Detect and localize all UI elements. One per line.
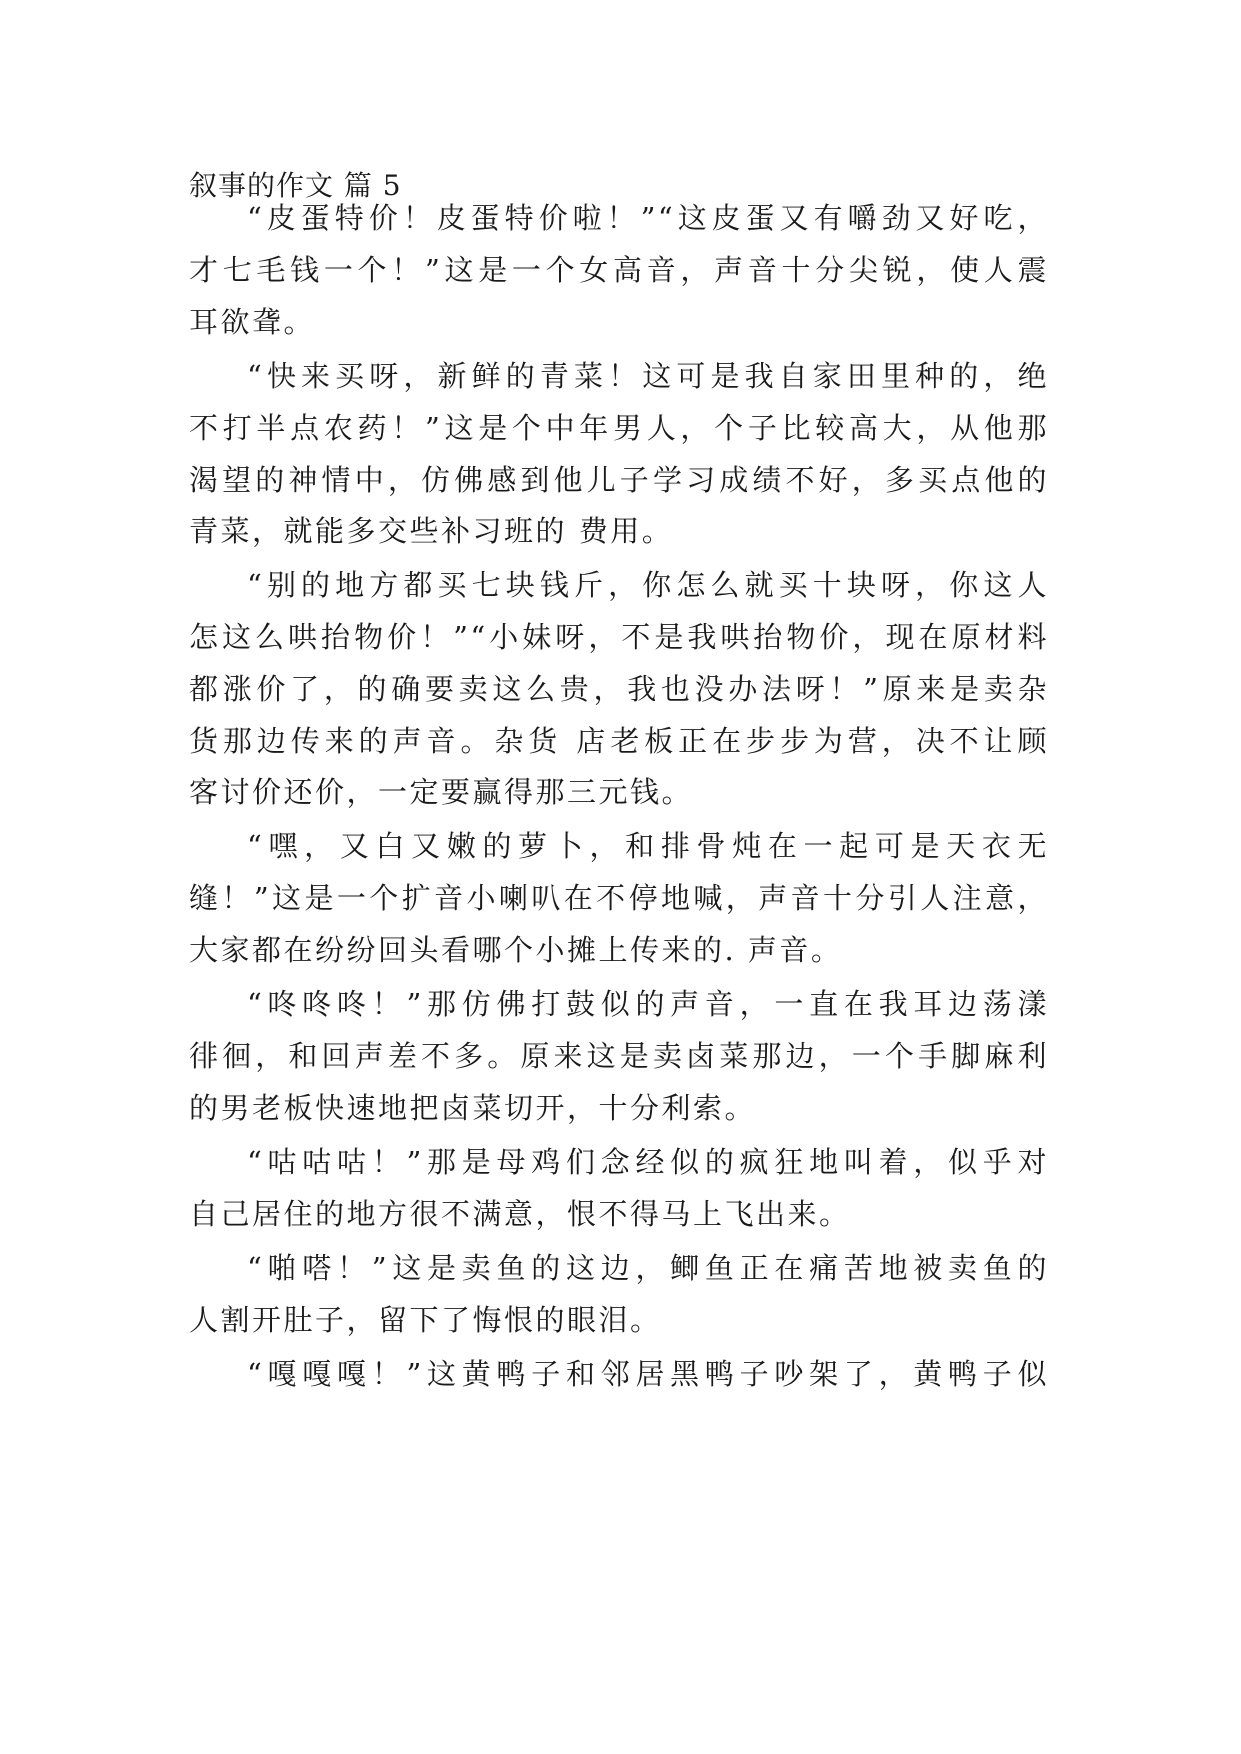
- paragraph-4-line-2: 缝！”这是一个扩音小喇叭在不停地喊，声音十分引人注意，: [189, 881, 1049, 915]
- paragraph-4-line-1: “嘿，又白又嫩的萝卜，和排骨炖在一起可是天衣无: [247, 829, 1049, 863]
- paragraph-1-line-3: 耳欲聋。: [189, 305, 316, 339]
- paragraph-2-line-3: 渴望的神情中，仿佛感到他儿子学习成绩不好，多买点他的: [189, 463, 1049, 497]
- paragraph-5-line-3: 的男老板快速地把卤菜切开，十分利索。: [189, 1091, 757, 1125]
- paragraph-2-line-1: “快来买呀，新鲜的青菜！这可是我自家田里种的，绝: [247, 359, 1049, 393]
- paragraph-3-line-2: 怎这么哄抬物价！”“小妹呀，不是我哄抬物价，现在原材料: [189, 620, 1049, 654]
- paragraph-7-line-1: “啪嗒！”这是卖鱼的这边，鲫鱼正在痛苦地被卖鱼的: [247, 1251, 1049, 1285]
- paragraph-1-line-1: “皮蛋特价！皮蛋特价啦！”“这皮蛋又有嚼劲又好吃，: [247, 201, 1049, 235]
- paragraph-5-line-1: “咚咚咚！”那仿佛打鼓似的声音，一直在我耳边荡漾: [247, 987, 1049, 1021]
- paragraph-2-line-4: 青菜，就能多交些补习班的 费用。: [189, 514, 674, 548]
- paragraph-1-line-2: 才七毛钱一个！”这是一个女高音，声音十分尖锐，使人震: [189, 253, 1049, 287]
- page-title: 叙事的作文 篇 5: [189, 169, 402, 202]
- paragraph-7-line-2: 人割开肚子，留下了悔恨的眼泪。: [189, 1303, 662, 1337]
- paragraph-8-line-1: “嘎嘎嘎！”这黄鸭子和邻居黑鸭子吵架了，黄鸭子似: [247, 1357, 1049, 1391]
- paragraph-3-line-4: 货那边传来的声音。杂货 店老板正在步步为营，决不让顾: [189, 724, 1049, 758]
- paragraph-4-line-3: 大家都在纷纷回头看哪个小摊上传来的. 声音。: [189, 933, 843, 967]
- paragraph-3-line-5: 客讨价还价，一定要赢得那三元钱。: [189, 775, 694, 809]
- paragraph-2-line-2: 不打半点农药！”这是个中年男人，个子比较高大，从他那: [189, 411, 1049, 445]
- paragraph-6-line-1: “咕咕咕！”那是母鸡们念经似的疯狂地叫着，似乎对: [247, 1145, 1049, 1179]
- paragraph-3-line-1: “别的地方都买七块钱斤，你怎么就买十块呀，你这人: [247, 568, 1049, 602]
- paragraph-6-line-2: 自己居住的地方很不满意，恨不得马上飞出来。: [189, 1197, 851, 1231]
- paragraph-5-line-2: 徘徊，和回声差不多。原来这是卖卤菜那边，一个手脚麻利: [189, 1039, 1049, 1073]
- paragraph-3-line-3: 都涨价了，的确要卖这么贵，我也没办法呀！”原来是卖杂: [189, 672, 1049, 706]
